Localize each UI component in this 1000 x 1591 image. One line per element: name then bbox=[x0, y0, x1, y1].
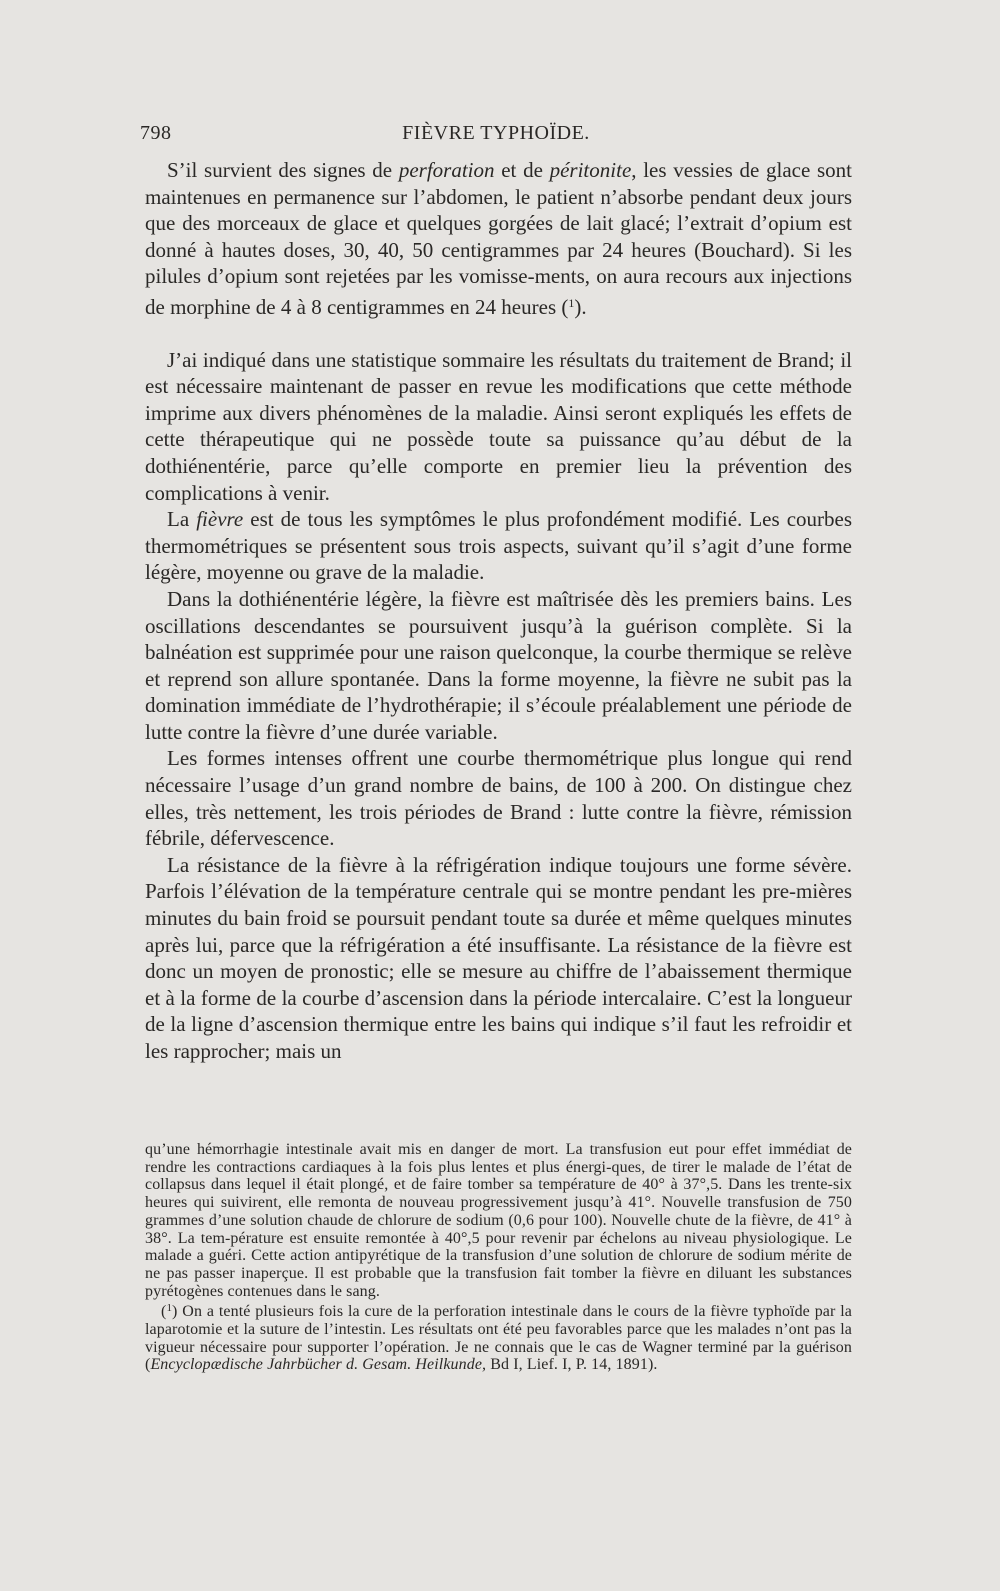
text-run: ). bbox=[574, 294, 587, 319]
text-run: S’il survient des signes de bbox=[167, 158, 399, 182]
footnote-1 bbox=[145, 1300, 852, 1374]
paragraph-fievre bbox=[145, 506, 852, 586]
footnote-marker: 1 bbox=[166, 1302, 173, 1315]
footnote-marker-close: ) bbox=[172, 1303, 178, 1321]
italic-term: perforation bbox=[398, 158, 495, 182]
paragraph-perforation bbox=[145, 157, 852, 321]
footnote-marker-open: ( bbox=[161, 1303, 167, 1321]
text-run: Bd I, Lief. I, P. 14, 1891). bbox=[486, 1356, 658, 1374]
footnote-continuation: qu’une hémorrhagie intestinale avait mis en danger de mort. La transfusion eut pour effet immédiat de rendre les contractions cardiaques à la fois plus lentes et plus énergi-ques, de tirer le malade de l’état de collapsus dans lequel il était plongé, et de faire tomber sa température de 40° à 37°,5. Dans les trente-six heures qui suivirent, elle remonta de nouveau progressivement jusqu’à 41°. Nouvelle transfusion de 750 grammes d’une solution chaude de chlorure de sodium (0,6 pour 100). Nouvelle chute de la fièvre, de 41° à 38°. La tem-pérature est ensuite remontée à 40°,5 pour revenir par échelons au niveau physiologique. Le malade a guéri. Cette action antipyrétique de la transfusion d’une solution de chlorure de sodium mérite de ne pas passer inaperçue. Il est probable que la transfusion fait tomber la fièvre en diluant les substances pyrétogènes contenues dans le sang. bbox=[145, 1141, 852, 1300]
footnotes bbox=[145, 1141, 852, 1374]
text-run: et de bbox=[494, 158, 550, 182]
text-run: On a tenté plusieurs fois la cure de la perforation intestinale dans le cours de la fièvre typhoïde par la laparotomie et la suture de l’intestin. Les résultats ont été peu favorables parce que les malades n’ont pas la vigueur nécessaire pour supporter l’opération. Je ne connais que le cas de Wagner terminé par la guérison ( bbox=[145, 1303, 852, 1374]
text-run: , les vessies de glace sont maintenues en permanence sur l’abdomen, le patient n’absorbe pendant deux jours que des morceaux de glace et quelques gorgées de lait glacé; l’extrait d’opium est donné à hautes doses, 30, 40, 50 centigrammes par 24 heures (Bouchard). Si les pilules d’opium sont rejetées par les vomisse-ments, on aura recours aux injections de morphine de 4 à 8 centigrammes en 24 heures ( bbox=[145, 158, 852, 319]
paragraph-resistance: La résistance de la fièvre à la réfrigération indique toujours une forme sévère. Parfois l’élévation de la température centrale qui se montre pendant les pre-mières minutes du bain froid se poursuit pendant toute sa durée et même quelques minutes après lui, parce que la réfrigération a été insuffisante. La résistance de la fièvre est donc un moyen de pronostic; elle se mesure au chiffre de l’abaissement thermique et à la forme de la courbe d’ascension dans la période intercalaire. C’est la longueur de la ligne d’ascension thermique entre les bains qui indique s’il faut les refroidir et les rapprocher; mais un bbox=[145, 852, 852, 1063]
italic-citation: Encyclopædische Jahrbücher d. Gesam. Heilkunde, bbox=[150, 1356, 487, 1374]
text-run: La bbox=[167, 507, 197, 532]
running-title: FIÈVRE TYPHOÏDE. bbox=[402, 122, 590, 144]
paragraph-forme-legere: Dans la dothiénentérie légère, la fièvre est maîtrisée dès les premiers bains. Les oscillations descendantes se poursuivent jusqu’à la guérison complète. Si la balnéation est supprimée pour une raison quelconque, la courbe thermique se relève et reprend son allure spontanée. Dans la forme moyenne, la fièvre ne subit pas la domination immédiate de l’hydrothérapie; il s’écoule préalablement une période de lutte contre la fièvre d’une durée variable. bbox=[145, 586, 852, 744]
footnote-reference: 1 bbox=[568, 295, 575, 310]
italic-term: péritonite bbox=[549, 158, 632, 182]
paragraph-statistique: J’ai indiqué dans une statistique sommaire les résultats du traitement de Brand; il est nécessaire maintenant de passer en revue les modifications que cette méthode imprime aux divers phénomènes de la maladie. Ainsi seront expliqués les effets de cette thérapeutique qui ne possède toute sa puissance qu’au début de la dothiénentérie, parce qu’elle comporte en premier lieu la prévention des complications à venir. bbox=[145, 347, 852, 505]
page-header bbox=[140, 122, 852, 148]
page-number: 798 bbox=[140, 122, 172, 144]
italic-term: fièvre bbox=[196, 507, 244, 532]
paragraph-formes-intenses: Les formes intenses offrent une courbe thermométrique plus longue qui rend nécessaire l’usage d’un grand nombre de bains, de 100 à 200. On distingue chez elles, très nettement, les trois périodes de Brand : lutte contre la fièvre, rémission fébrile, défervescence. bbox=[145, 746, 852, 851]
body-text bbox=[145, 157, 852, 1065]
text-run: est de tous les symptômes le plus profondément modifié. Les courbes thermométriques se présentent sous trois aspects, suivant qu’il s’agit d’une forme légère, moyenne ou grave de la maladie. bbox=[145, 507, 852, 585]
